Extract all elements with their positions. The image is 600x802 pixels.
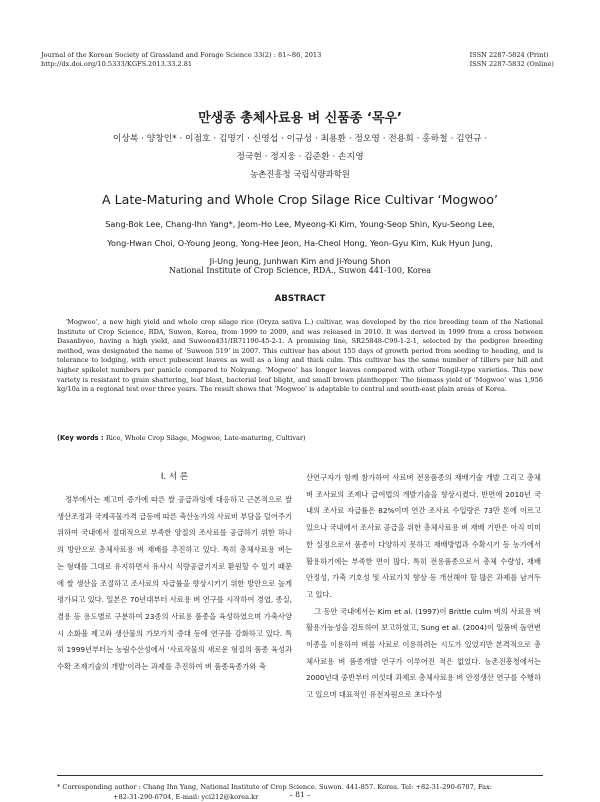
issn-online: ISSN 2287-5832 (Online)	[470, 60, 554, 69]
english-authors-line2: Yong-Hwan Choi, O-Young Jeong, Yong-Hee Jeon, Ha-Cheol Hong, Yeon-Gyu Kim, Kuk Hyun Jung,	[70, 234, 530, 253]
footnote-line1: * Corresponding author : Chang Ihn Yang, National Institute of Crop Science. Suwon. 441-857. Korea. Tel: +82-31-290-6707, Fax:	[57, 783, 543, 793]
english-affiliation: National Institute of Crop Science, RDA., Suwon 441-100, Korea	[0, 266, 600, 275]
journal-citation: Journal of the Korean Society of Grassland and Forage Science 33(2) : 81~86, 2013	[41, 51, 321, 60]
intro-paragraph-2: 그 동안 국내에서는 Kim et al. (1997)이 Brittle culm 벼의 사료용 벼 활용가능성을 검토하여 보고하였고, Sung et al. (2004)이 일품벼 돌연변이종을 이용하여 벼를 사료로 이용하려는 시도가 있었지만 본격적으로 총체사료용 벼 품종개발 연구가 이루어진 적은 없었다. 농촌진흥청에서는 2000년대 중반부터 여섯대 과제로 총체사료용 벼 안정생산 연구를 수행하고 있으며 대표적인 유전자원으로 초다수성	[306, 604, 541, 704]
intro-paragraph-1-cont: 산연구자가 함께 참가하여 사료벼 전용품종의 재배기술 개발 그리고 총체벼 조사료의 조제나 급여법의 개발기술을 향상시켰다. 반면에 2010년 국내의 조사료 자급률은 82%이며 연간 조사료 수입량은 73만 톤에 이르고 있으나 국내에서 조사료 공급을 위한 총체사료용 벼 재배 기반은 아직 미미한 실정으로서 품종이 다양하지 못하고 재배방법과 수확시기 등 농가에서 활용하기에는 부족한 면이 많다. 특히 전용품종으로서 총체 수량성, 재배 안정성, 가축 기호성 및 사료가치 향상 등 개선해야 할 많은 과제를 남겨두고 있다.	[306, 470, 541, 604]
keywords	[57, 434, 543, 442]
body-column-left	[57, 470, 292, 676]
intro-paragraph-1: 정부에서는 제고미 증가에 따른 쌀 공급과잉에 대응하고 근본적으로 쌀 생산조정과 국제곡물가격 급등에 따른 축산농가의 사료비 부담을 덜어주기 위하여 국내에서 절대적으로 부족한 양질의 조사료를 공급하기 위한 하나의 방안으로 총체사료용 벼 재배를 추진하고 있다. 특히 총체사료용 벼는 논 형태를 그대로 유지하면서 유사시 식량공급기지로 환원할 수 있기 때문에 쌀 생산을 조절하고 조사료의 자급률을 향상시키기 위한 방안으로 높게 평가되고 있다. 일본은 70년대부터 사료용 벼 연구를 시작하여 경엽, 종실, 겸용 등 용도별로 구분하여 23종의 사료용 품종을 육성하였으며 가축사양시 소화율 제고와 생산물의 가보가치 증대 등에 연구를 강화하고 있다. 특히 1999년부터는 농림수산성에서 ‘사료작물의 새로운 형질의 품종 육성과 수확 조제기술의 개발’이라는 과제를 추진하여 벼 품종육종가와 축	[57, 492, 292, 676]
korean-title: 만생종 총체사료용 벼 신품종 ‘목우’	[0, 107, 600, 126]
footnote-divider	[57, 775, 543, 776]
body-column-right	[306, 470, 541, 704]
english-authors-line3: Ji-Ung Jeung, Junhwan Kim and Ji-Young Shon	[70, 252, 530, 271]
doi-link[interactable]: http://dx.doi.org/10.5333/KGFS.2013.33.2.81	[41, 60, 321, 69]
keywords-label: (Key words :	[57, 434, 106, 442]
footnote-line2: +82-31-290-6704, E-mail: yci212@korea.kr	[57, 793, 543, 802]
english-authors-line1: Sang-Bok Lee, Chang-Ihn Yang*, Jeom-Ho Lee, Myeong-Ki Kim, Young-Seop Shin, Kyu-Seong Lee,	[70, 215, 530, 234]
korean-authors-line2: 정국현 · 정지웅 · 김준환 · 손지영	[100, 148, 500, 166]
korean-authors-line1: 이상복 · 양창인* · 이점호 · 김명기 · 신영섭 · 이규성 · 최용환 · 정오영 · 전용희 · 홍하철 · 김연규 ·	[100, 130, 500, 148]
section-heading-introduction: Ⅰ. 서 론	[57, 470, 292, 484]
issn-block	[470, 51, 554, 69]
issn-print: ISSN 2287-5824 (Print)	[470, 51, 554, 60]
korean-affiliation: 농촌진흥청 국립식량과학원	[0, 168, 600, 180]
page-number: – 81 –	[0, 790, 600, 799]
journal-header	[41, 51, 321, 69]
korean-authors	[100, 130, 500, 166]
english-authors	[70, 215, 530, 271]
english-title: A Late-Maturing and Whole Crop Silage Rice Cultivar ‘Mogwoo’	[0, 192, 600, 207]
abstract-text: ‘Mogwoo’, a new high yield and whole crop silage rice (Oryza sativa L.) cultivar, was developed by the rice breeding team of the National Institute of Crop Science, RDA, Suwon, Korea, from 1999 to 2009, and was released in 2010. It was derived in 1999 from a cross between Dasanbyeo, having a high yield, and Suweon431/IR71190-45-2-1. A promising line, SR25848-C99-1-2-1, selected by the pedigree breeding method, was designated the name of ‘Suweon 519’ in 2007. This cultivar has about 155 days of growth period from seeding to heading, and is tolerance to lodging, with erect pubescent leaves as well as a long and thick culm. This cultivar has the same number of tillers per hill and higher spikelet numbers per panicle compared to Nokyang. ‘Mogwoo’ has longer leaves compared with other Tongil-type varieties. This new variety is resistant to grain shattering, leaf blast, bacterial leaf blight, and small brown planthopper. The biomass yield of ‘Mogwoo’ was 1,956 kg/10a in a regional test over three years. The result shows that ‘Mogwoo’ is adaptable to central and south-east plain areas of Korea.	[57, 318, 543, 395]
abstract-heading: ABSTRACT	[0, 294, 600, 304]
keywords-list: Rice, Whole Crop Silage, Mogwoo, Late-maturing, Cultivar)	[106, 434, 306, 442]
